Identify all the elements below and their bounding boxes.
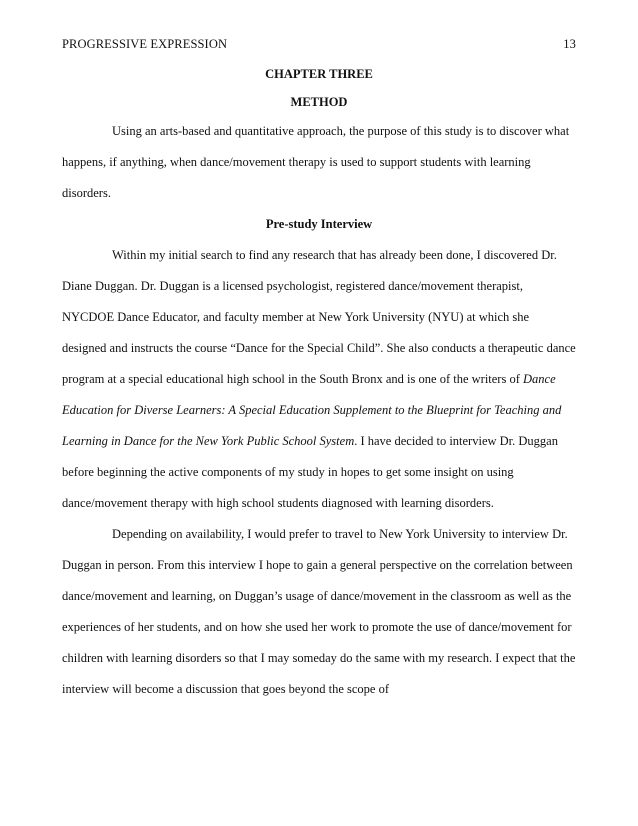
- interview-paragraph-1: [62, 240, 576, 519]
- p1-text-start: Within my initial search to find any research that has already been done, I discovered Dr. Diane Duggan. Dr. Duggan is a licensed psychologist, registered dance/movement therapist, NYCDOE Dance Educator, and faculty member at New York University (NYU) at which she designed and instructs the course “Dance for the Special Child”. She also conducts a therapeutic dance program at a special educational high school in the South Bronx and is one of the writers of: [62, 248, 576, 386]
- interview-paragraph-2: Depending on availability, I would prefer to travel to New York University to interview Dr. Duggan in person. From this interview I hope to gain a general perspective on the correlation between dance/movement and learning, on Duggan’s usage of dance/movement in the classroom as well as the experiences of her students, and on how she used her work to promote the use of dance/movement for children with learning disorders so that I may someday do the same with my research. I expect that the interview will become a discussion that goes beyond the scope of: [62, 527, 576, 696]
- page-content: [62, 60, 576, 705]
- intro-paragraph: Using an arts-based and quantitative approach, the purpose of this study is to discover what happens, if anything, when dance/movement therapy is used to support students with learning disorders.: [62, 124, 570, 200]
- running-title: PROGRESSIVE EXPRESSION: [62, 37, 228, 51]
- publication-title: Dance Education for Diverse Learners: A Special Education Supplement to the Blueprint for Teaching and Learning in Dance for the New York Public School System: [62, 372, 562, 448]
- p1-text-end: . I have decided to interview Dr. Duggan before beginning the active components of my study in hopes to get some insight on using dance/movement therapy with high school students diagnosed with learning disorders.: [62, 434, 558, 510]
- section-heading: Pre-study Interview: [265, 217, 373, 231]
- page-number: 13: [563, 37, 576, 51]
- chapter-label: CHAPTER THREE: [265, 67, 373, 81]
- running-head: [62, 37, 576, 52]
- chapter-title: METHOD: [290, 95, 348, 109]
